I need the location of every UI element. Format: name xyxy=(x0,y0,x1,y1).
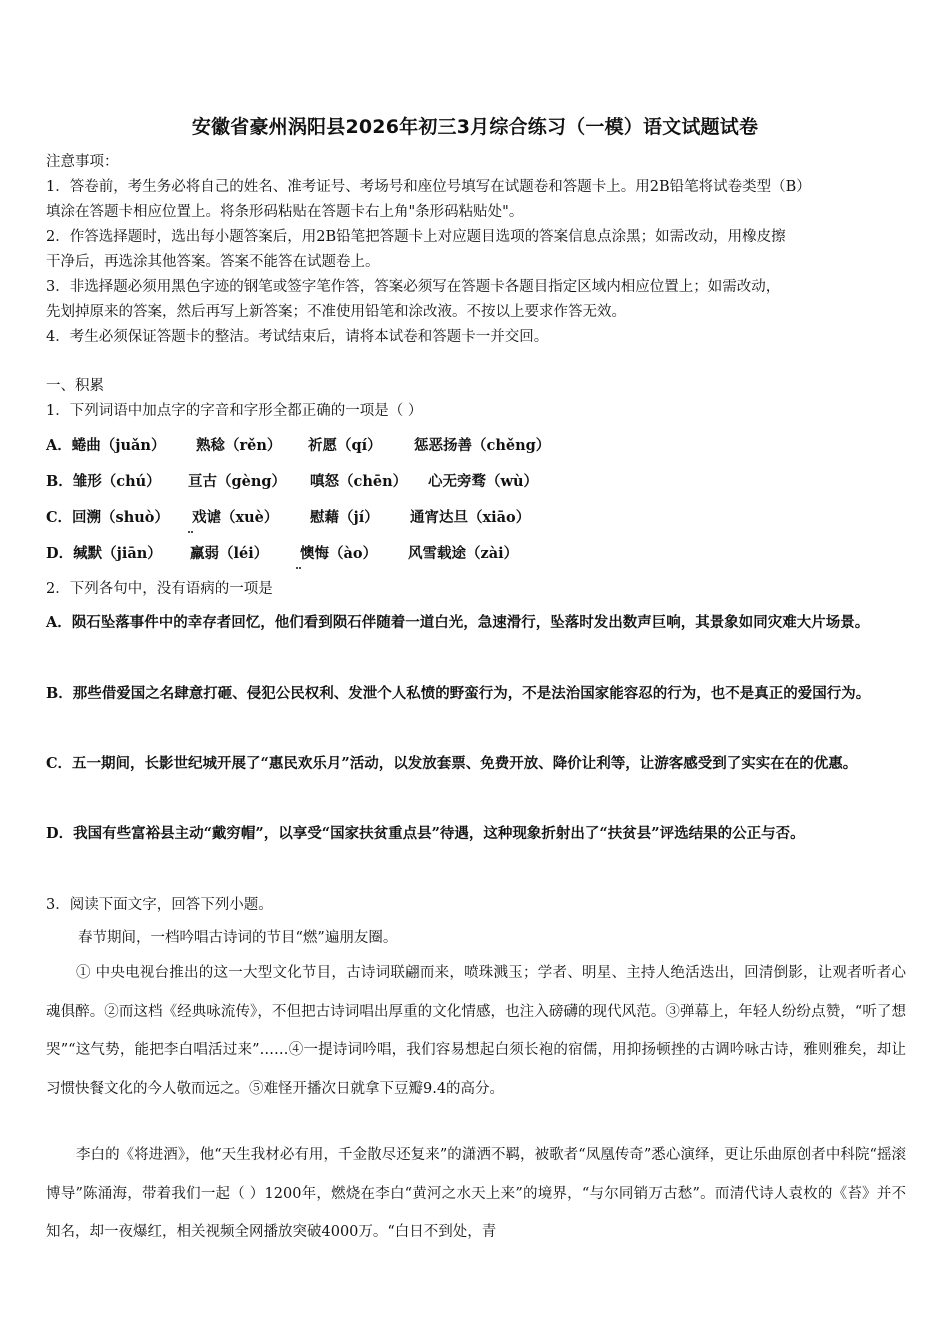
option-term: 风雪载途（zài） xyxy=(408,545,519,562)
question-1-option-a xyxy=(46,434,550,455)
question-1-stem: 1．下列词语中加点字的字音和字形全都正确的一项是（ ） xyxy=(46,403,423,419)
notice-line: 1．答卷前，考生务必将自己的姓名、准考证号、考场号和座位号填写在试题卷和答题卡上。用2B铅笔将试卷类型（B） xyxy=(46,179,811,195)
notice-heading: 注意事项： xyxy=(46,154,119,170)
option-term: 戏谑（xuè） xyxy=(192,506,310,527)
option-term: 慰藉（jí） xyxy=(310,509,379,526)
notice-line: 4．考生必须保证答题卡的整洁。考试结束后，请将本试卷和答题卡一并交回。 xyxy=(46,329,549,345)
passage-paragraph: 春节期间，一档吟唱古诗词的节目“燃”遍朋友圈。 xyxy=(78,930,398,946)
passage-paragraph: ① 中央电视台推出的这一大型文化节目，古诗词联翩而来，喷珠溅玉；学者、明星、主持人绝活迭出，回清倒影，让观者听者心魂俱醉。②而这档《经典咏流传》，不但把古诗词唱出厚重的文化情感，也注入磅礴的现代风范。③弹幕上，年轻人纷纷点赞，“听了想哭”“这气势，能把李白唱活过来”……④一提诗词吟唱，我们容易想起白须长袍的宿儒，用抑扬顿挫的古调吟咏古诗，雅则雅矣，却让习惯快餐文化的今人敬而远之。⑤难怪开播次日就拿下豆瓣9.4的高分。 xyxy=(46,965,906,1097)
question-3-stem: 3．阅读下面文字，回答下列小题。 xyxy=(46,897,273,913)
option-term: 亘古（gèng） xyxy=(188,473,287,490)
question-1-option-c xyxy=(46,506,530,527)
passage-paragraph: 李白的《将进酒》，他“天生我材必有用，千金散尽还复来”的潇洒不羁，被歌者“凤凰传奇”悉心演绎，更让乐曲原创者中科院“摇滚博导”陈涌海，带着我们一起（ ）1200年，燃烧在李白“黄河之水天上来”的境界，“与尔同销万古愁”。而清代诗人袁枚的《苔》并不知名，却一夜爆红，相关视频全网播放突破4000万。“白日不到处，青 xyxy=(46,1147,906,1240)
notice-line: 干净后，再选涂其他答案。答案不能答在试题卷上。 xyxy=(46,254,380,270)
option-term: B．雏形（chú） xyxy=(46,473,161,490)
question-1-option-b xyxy=(46,470,538,491)
option-term: 懊悔（ào） xyxy=(300,542,408,563)
question-2-option-a: A．陨石坠落事件中的幸存者回忆，他们看到陨石伴随着一道白光，急速滑行，坠落时发出数声巨响，其景象如同灾难大片场景。 xyxy=(46,614,870,631)
option-term: 惩恶扬善（chěng） xyxy=(414,437,551,454)
option-term: 熟稔（rěn） xyxy=(196,437,282,454)
question-2-option-c: C．五一期间，长影世纪城开展了“惠民欢乐月”活动，以发放套票、免费开放、降价让利等，让游客感受到了实实在在的优惠。 xyxy=(46,755,858,772)
notice-line: 先划掉原来的答案，然后再写上新答案；不准使用铅笔和涂改液。不按以上要求作答无效。 xyxy=(46,304,626,320)
option-term: 祈愿（qí） xyxy=(308,437,382,454)
option-term: C．回溯（shuò） xyxy=(46,509,169,526)
exam-title: 安徽省豪州涡阳县2026年初三3月综合练习（一模）语文试题试卷 xyxy=(191,116,759,138)
option-term: 通宵达旦（xiāo） xyxy=(410,509,531,526)
question-1-option-d xyxy=(46,542,518,563)
question-2-stem: 2．下列各句中，没有语病的一项是 xyxy=(46,581,273,597)
option-term: D．缄默（jiān） xyxy=(46,545,162,562)
option-term: 羸弱（léi） xyxy=(190,545,269,562)
notice-line: 填涂在答题卡相应位置上。将条形码粘贴在答题卡右上角"条形码粘贴处"。 xyxy=(46,204,524,220)
notice-line: 3．非选择题必须用黑色字迹的钢笔或签字笔作答，答案必须写在答题卡各题目指定区域内相应位置上；如需改动， xyxy=(46,279,781,295)
option-term: A．蜷曲（juǎn） xyxy=(46,437,166,454)
notice-line: 2．作答选择题时，选出每小题答案后，用2B铅笔把答题卡上对应题目选项的答案信息点涂黑；如需改动，用橡皮擦 xyxy=(46,229,786,245)
question-2-option-d: D．我国有些富裕县主动“戴穷帽”，以享受“国家扶贫重点县”待遇，这种现象折射出了“扶贫县”评选结果的公正与否。 xyxy=(46,825,805,842)
question-2-option-b: B．那些借爱国之名肆意打砸、侵犯公民权利、发泄个人私愤的野蛮行为，不是法治国家能容忍的行为，也不是真正的爱国行为。 xyxy=(46,685,871,702)
section-heading: 一、积累 xyxy=(46,378,104,394)
option-term: 嗔怒（chēn） xyxy=(310,473,408,490)
option-term: 心无旁骛（wù） xyxy=(428,473,539,490)
